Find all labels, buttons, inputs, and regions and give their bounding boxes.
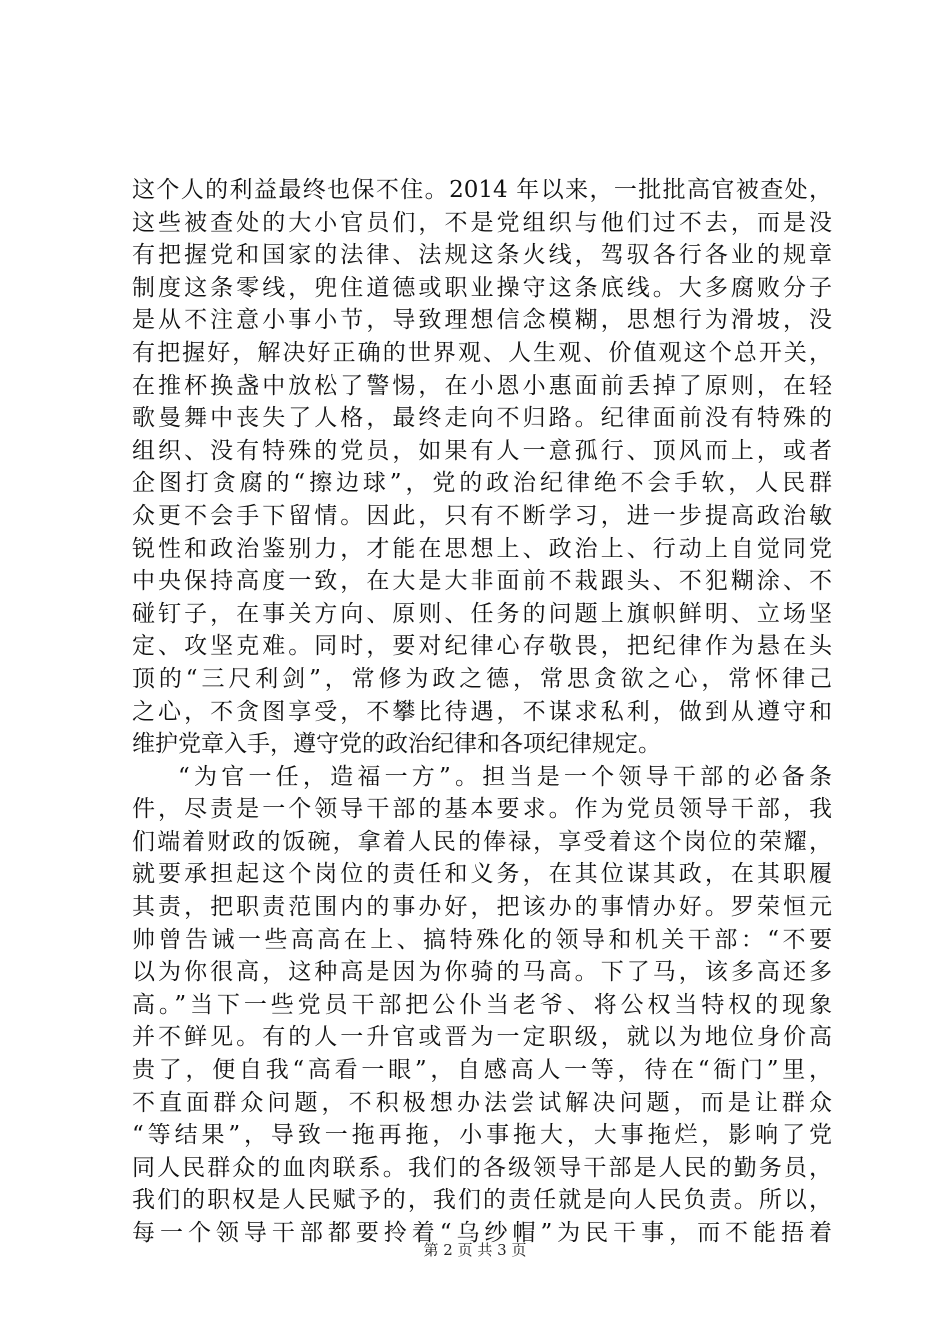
body-text	[132, 174, 832, 1250]
text-line: 不直面群众问题，不积极想办法尝试解决问题，而是让群众	[132, 1089, 832, 1116]
text-line: 定、攻坚克难。同时，要对纪律心存敬畏，把纪律作为悬在头	[132, 633, 832, 660]
text-line: 企图打贪腐的“擦边球”，党的政治纪律绝不会手软，人民群	[132, 470, 832, 497]
text-line: 歌曼舞中丧失了人格，最终走向不归路。纪律面前没有特殊的	[132, 405, 832, 432]
text-line: 锐性和政治鉴别力，才能在思想上、政治上、行动上自觉同党	[132, 535, 832, 562]
text-line: “为官一任，造福一方”。担当是一个领导干部的必备条	[178, 763, 832, 790]
text-line: 我们的职权是人民赋予的，我们的责任就是向人民负责。所以，	[132, 1187, 832, 1214]
text-line: 高。”当下一些党员干部把公仆当老爷、将公权当特权的现象	[132, 991, 832, 1018]
text-line: 这个人的利益最终也保不住。2014 年以来，一批批高官被查处，	[132, 177, 832, 203]
text-line: 帅曾告诫一些高高在上、搞特殊化的领导和机关干部：“不要	[132, 926, 832, 953]
text-line: 这些被查处的大小官员们，不是党组织与他们过不去，而是没	[132, 209, 832, 236]
text-line: 同人民群众的血肉联系。我们的各级领导干部是人民的勤务员，	[132, 1154, 832, 1181]
text-line: “等结果”，导致一拖再拖，小事拖大，大事拖烂，影响了党	[132, 1122, 832, 1149]
text-line: 并不鲜见。有的人一升官或晋为一定职级，就以为地位身价高	[132, 1024, 832, 1051]
paragraph-1	[132, 174, 832, 761]
text-line: 维护党章入手，遵守党的政治纪律和各项纪律规定。	[132, 731, 661, 758]
text-line: 顶的“三尺利剑”，常修为政之德，常思贪欲之心，常怀律己	[132, 665, 832, 692]
text-line: 之心，不贪图享受，不攀比待遇，不谋求私利，做到从遵守和	[132, 698, 832, 725]
text-line: 组织、没有特殊的党员，如果有人一意孤行、顶风而上，或者	[132, 437, 832, 464]
text-line: 有把握党和国家的法律、法规这条火线，驾驭各行各业的规章	[132, 242, 832, 269]
text-line: 们端着财政的饭碗，拿着人民的俸禄，享受着这个岗位的荣耀，	[132, 828, 832, 855]
text-line: 是从不注意小事小节，导致理想信念模糊，思想行为滑坡，没	[132, 307, 832, 334]
text-line: 众更不会手下留情。因此，只有不断学习，进一步提高政治敏	[132, 502, 832, 529]
text-line: 在推杯换盏中放松了警惕，在小恩小惠面前丢掉了原则，在轻	[132, 372, 832, 399]
text-line: 其责，把职责范围内的事办好，把该办的事情办好。罗荣恒元	[132, 894, 832, 921]
text-line: 制度这条零线，兜住道德或职业操守这条底线。大多腐败分子	[132, 274, 832, 301]
page-footer: 第 2 页 共 3 页	[423, 1241, 527, 1259]
text-line: 碰钉子，在事关方向、原则、任务的问题上旗帜鲜明、立场坚	[132, 600, 832, 627]
text-line: 以为你很高，这种高是因为你骑的马高。下了马，该多高还多	[132, 959, 832, 986]
text-line: 贵了，便自我“高看一眼”，自感高人一等，待在“衙门”里，	[132, 1057, 832, 1084]
text-line: 中央保持高度一致，在大是大非面前不栽跟头、不犯糊涂、不	[132, 568, 832, 595]
text-line: 每一个领导干部都要拎着“乌纱帽”为民干事，而不能捂着	[132, 1220, 832, 1246]
text-line: 件，尽责是一个领导干部的基本要求。作为党员领导干部，我	[132, 796, 832, 823]
text-line: 就要承担起这个岗位的责任和义务，在其位谋其政，在其职履	[132, 861, 832, 888]
paragraph-2	[132, 761, 832, 1250]
text-line: 有把握好，解决好正确的世界观、人生观、价值观这个总开关，	[132, 339, 832, 366]
